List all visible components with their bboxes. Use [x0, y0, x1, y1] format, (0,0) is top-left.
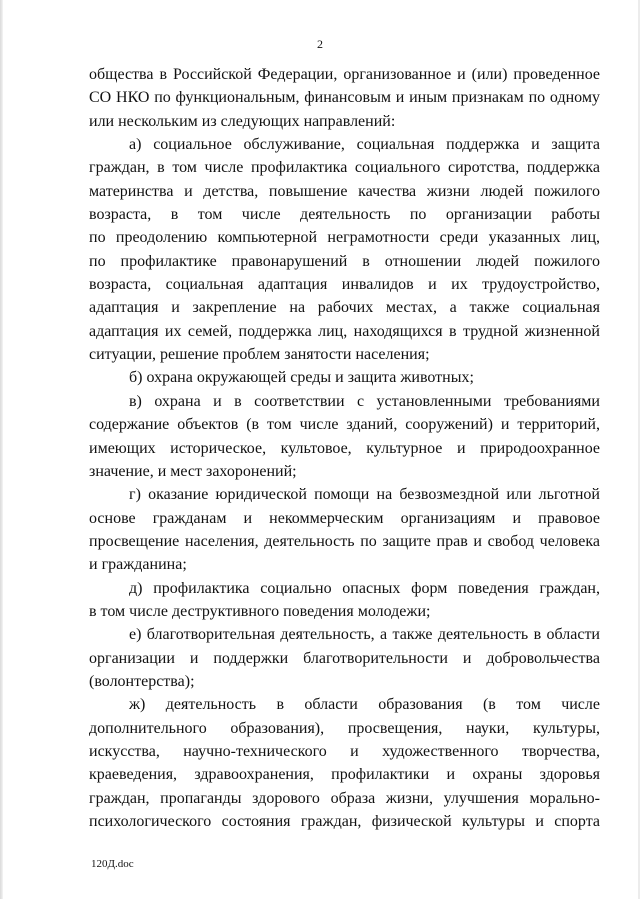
- text-line: возраста, социальная адаптация инвалидов и их трудоустройство,: [89, 276, 600, 294]
- footer-filename: 120Д.doc: [91, 858, 134, 870]
- text-line: или нескольким из следующих направлений:: [89, 112, 396, 130]
- text-line: граждан, пропаганды здорового образа жизни, улучшения морально-: [89, 789, 600, 807]
- text-line: краеведения, здравоохранения, профилактики и охраны здоровья: [89, 766, 600, 784]
- text-line: граждан, в том числе профилактика социального сиротства, поддержка: [89, 159, 600, 177]
- text-line: д) профилактика социально опасных форм поведения граждан,: [129, 579, 600, 597]
- text-line: организации и поддержки благотворительности и добровольчества: [89, 649, 600, 667]
- text-line: СО НКО по функциональным, финансовым и иным признакам по одному: [89, 89, 600, 107]
- text-line: ситуации, решение проблем занятости населения;: [89, 346, 430, 364]
- text-line: значение, и мест захоронений;: [89, 462, 297, 480]
- text-line: в том числе деструктивного поведения молодежи;: [89, 602, 431, 620]
- document-body: [89, 63, 600, 833]
- text-line: имеющих историческое, культовое, культурное и природоохранное: [89, 439, 600, 457]
- text-line: ж) деятельность в области образования (в том числе: [129, 696, 600, 714]
- text-line: дополнительного образования), просвещения, науки, культуры,: [89, 719, 600, 737]
- text-line: искусства, научно-технического и художественного творчества,: [89, 742, 600, 760]
- text-line: просвещение населения, деятельность по защите прав и свобод человека: [89, 532, 600, 550]
- text-line: (волонтерства);: [89, 672, 195, 690]
- page-number: 2: [317, 37, 323, 51]
- text-line: б) охрана окружающей среды и защита животных;: [129, 369, 474, 387]
- scan-left-edge: [0, 0, 3, 899]
- text-line: е) благотворительная деятельность, а также деятельность в области: [129, 626, 600, 644]
- text-line: основе гражданам и некоммерческим организациям и правовое: [89, 509, 600, 527]
- text-line: материнства и детства, повышение качества жизни людей пожилого: [89, 182, 600, 200]
- text-line: адаптация и закрепление на рабочих местах, а также социальная: [89, 299, 600, 317]
- text-line: г) оказание юридической помощи на безвозмездной или льготной: [129, 486, 600, 504]
- text-line: по преодолению компьютерной неграмотности среди указанных лиц,: [89, 229, 600, 247]
- text-line: содержание объектов (в том числе зданий, сооружений) и территорий,: [89, 416, 600, 434]
- text-line: по профилактике правонарушений в отношении людей пожилого: [89, 252, 600, 270]
- text-line: и гражданина;: [89, 556, 187, 574]
- text-line: адаптация их семей, поддержка лиц, находящихся в трудной жизненной: [89, 322, 600, 340]
- text-line: психологического состояния граждан, физической культуры и спорта: [89, 813, 600, 830]
- text-line: возраста, в том числе деятельность по организации работы: [89, 206, 600, 224]
- text-line: в) охрана и в соответствии с установленными требованиями: [129, 392, 600, 410]
- text-line: общества в Российской Федерации, организованное и (или) проведенное: [89, 66, 600, 83]
- text-line: а) социальное обслуживание, социальная поддержка и защита: [129, 136, 600, 154]
